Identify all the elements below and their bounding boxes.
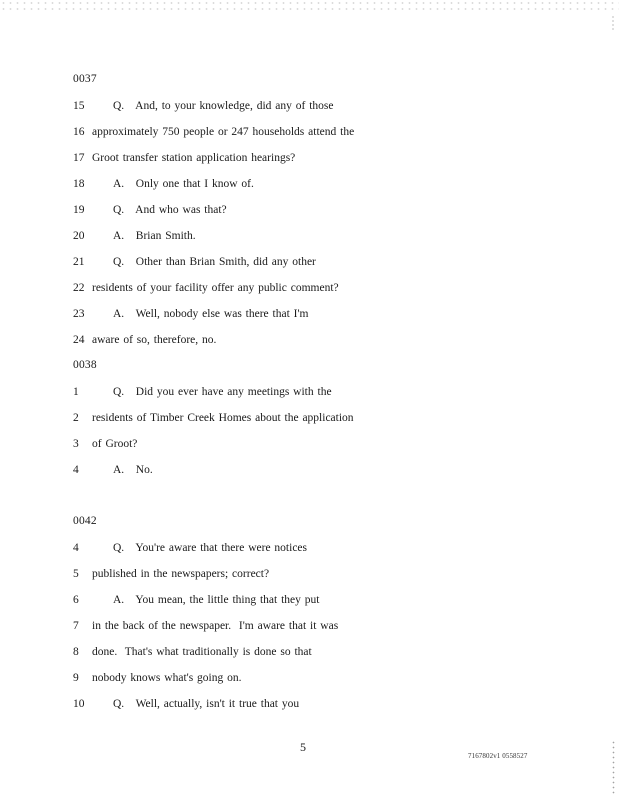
line-number: 17 bbox=[73, 152, 85, 164]
line-number: 18 bbox=[73, 178, 85, 190]
line-number: 15 bbox=[73, 100, 85, 112]
line-text: A. Well, nobody else was there that I'm bbox=[113, 308, 309, 320]
line-number: 6 bbox=[73, 594, 79, 606]
transcript-line bbox=[0, 151, 619, 165]
line-number: 24 bbox=[73, 334, 85, 346]
line-text: A. Only one that I know of. bbox=[113, 178, 254, 190]
line-number: 2 bbox=[73, 412, 79, 424]
transcript-line bbox=[0, 333, 619, 347]
line-text: nobody knows what's going on. bbox=[92, 672, 242, 684]
line-number: 1 bbox=[73, 386, 79, 398]
line-text: aware of so, therefore, no. bbox=[92, 334, 217, 346]
transcript-page-ref: 0042 bbox=[73, 515, 97, 527]
transcript-line bbox=[0, 229, 619, 243]
line-text: Q. Well, actually, isn't it true that you bbox=[113, 698, 300, 710]
line-text: done. That's what traditionally is done so that bbox=[92, 646, 312, 658]
transcript-line bbox=[0, 619, 619, 633]
transcript-line bbox=[0, 541, 619, 555]
line-number: 10 bbox=[73, 698, 85, 710]
scan-artifact-right bbox=[611, 740, 617, 796]
transcript-line bbox=[0, 125, 619, 139]
line-text: Q. And who was that? bbox=[113, 204, 227, 216]
transcript-line bbox=[0, 697, 619, 711]
line-text: approximately 750 people or 247 households attend the bbox=[92, 126, 355, 138]
line-number: 22 bbox=[73, 282, 85, 294]
transcript-line bbox=[0, 307, 619, 321]
line-text: residents of your facility offer any public comment? bbox=[92, 282, 339, 294]
line-number: 8 bbox=[73, 646, 79, 658]
transcript-line bbox=[0, 255, 619, 269]
transcript-line bbox=[0, 593, 619, 607]
transcript-line bbox=[0, 99, 619, 113]
line-text: residents of Timber Creek Homes about the application bbox=[92, 412, 354, 424]
line-text: published in the newspapers; correct? bbox=[92, 568, 270, 580]
transcript-line bbox=[0, 463, 619, 477]
transcript-line bbox=[0, 203, 619, 217]
line-number: 4 bbox=[73, 542, 79, 554]
document-id: 7167802v1 0558527 bbox=[468, 752, 528, 760]
line-text: A. Brian Smith. bbox=[113, 230, 196, 242]
line-text: Groot transfer station application hearings? bbox=[92, 152, 296, 164]
transcript-line bbox=[0, 671, 619, 685]
line-number: 20 bbox=[73, 230, 85, 242]
transcript-page-ref: 0038 bbox=[73, 359, 97, 371]
line-number: 23 bbox=[73, 308, 85, 320]
line-number: 21 bbox=[73, 256, 85, 268]
line-text: Q. You're aware that there were notices bbox=[113, 542, 308, 554]
line-text: Q. Other than Brian Smith, did any other bbox=[113, 256, 316, 268]
transcript-line bbox=[0, 567, 619, 581]
line-number: 4 bbox=[73, 464, 79, 476]
transcript-line bbox=[0, 411, 619, 425]
transcript-line bbox=[0, 645, 619, 659]
line-text: A. No. bbox=[113, 464, 153, 476]
transcript-line bbox=[0, 385, 619, 399]
line-text: in the back of the newspaper. I'm aware that it was bbox=[92, 620, 339, 632]
scan-artifact-top bbox=[0, 0, 619, 10]
line-number: 16 bbox=[73, 126, 85, 138]
line-number: 9 bbox=[73, 672, 79, 684]
line-number: 19 bbox=[73, 204, 85, 216]
line-text: A. You mean, the little thing that they put bbox=[113, 594, 320, 606]
line-number: 5 bbox=[73, 568, 79, 580]
transcript-line bbox=[0, 281, 619, 295]
transcript-page-ref: 0037 bbox=[73, 73, 97, 85]
scan-artifact-mark bbox=[611, 15, 615, 31]
transcript-line bbox=[0, 437, 619, 451]
line-number: 7 bbox=[73, 620, 79, 632]
transcript-line bbox=[0, 177, 619, 191]
page-number: 5 bbox=[300, 740, 306, 754]
line-number: 3 bbox=[73, 438, 79, 450]
line-text: Q. And, to your knowledge, did any of those bbox=[113, 100, 334, 112]
line-text: of Groot? bbox=[92, 438, 138, 450]
line-text: Q. Did you ever have any meetings with the bbox=[113, 386, 332, 398]
